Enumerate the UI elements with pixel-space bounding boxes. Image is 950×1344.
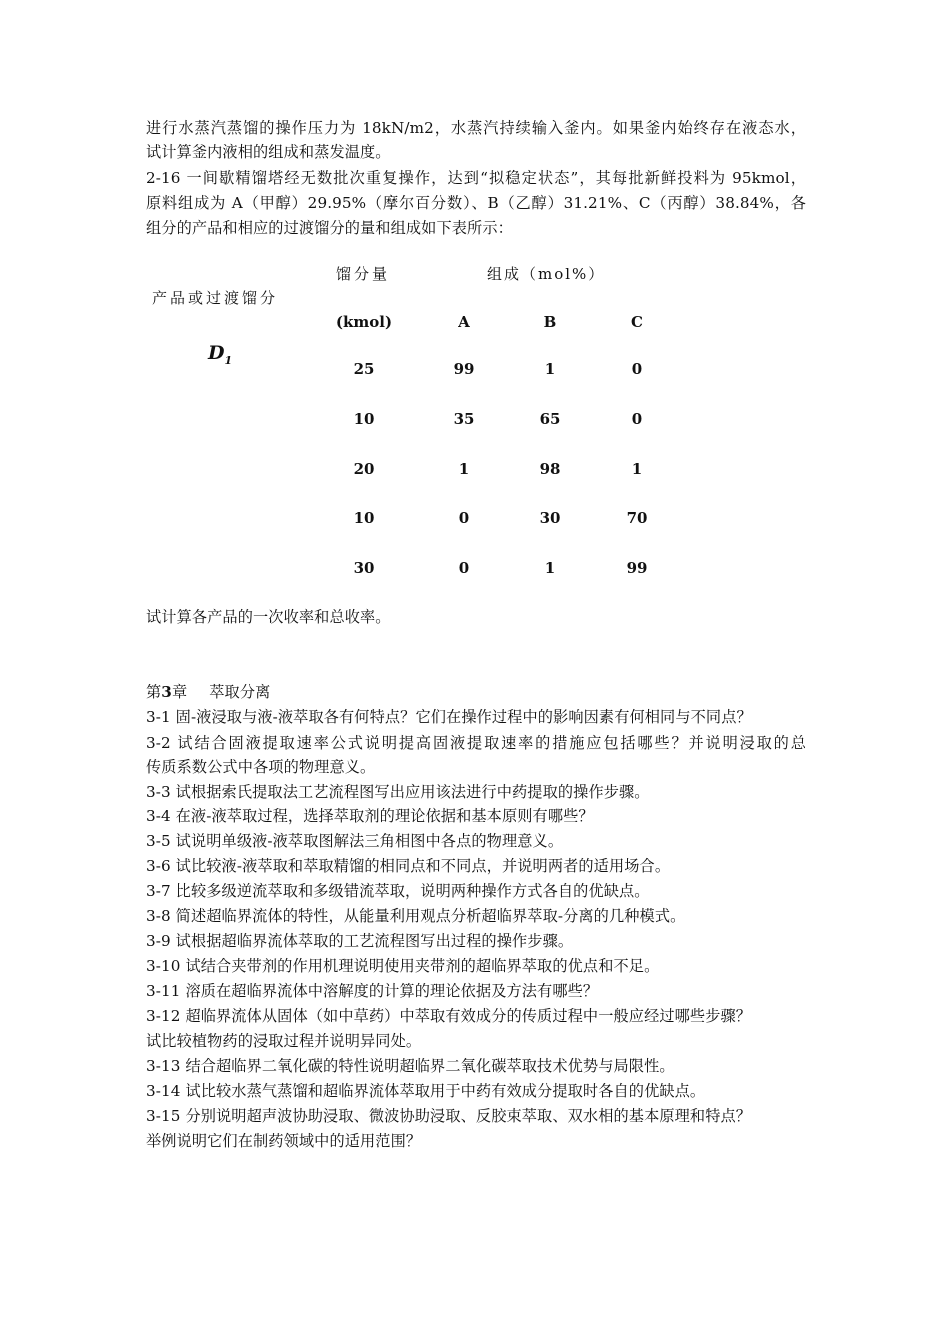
intro-line: 组分的产品和相应的过渡馏分的量和组成如下表所示： — [146, 219, 513, 237]
table-col-composition: 组成（mol%） — [487, 265, 606, 283]
question-line: 3-2 试结合固液提取速率公式说明提高固液提取速率的措施应包括哪些？并说明浸取的总 — [146, 734, 806, 752]
chapter-heading: 第3章 萃取分离 — [146, 683, 271, 701]
question-line: 3-7 比较多级逆流萃取和多级错流萃取，说明两种操作方式各自的优缺点。 — [146, 882, 650, 900]
question-line: 3-9 试根据超临界流体萃取的工艺流程图写出过程的操作步骤。 — [146, 932, 574, 950]
table-cell: 0 — [458, 559, 470, 577]
question-line: 3-1 固-液浸取与液-液萃取各有何特点？它们在操作过程中的影响因素有何相同与不同点？ — [146, 708, 752, 726]
table-cell: 0 — [631, 360, 643, 378]
table-cell: 99 — [626, 559, 648, 577]
table-cell: 1 — [631, 460, 643, 478]
question-line: 3-14 试比较水蒸气蒸馏和超临界流体萃取用于中药有效成分提取时各自的优缺点。 — [146, 1082, 706, 1100]
question-line: 举例说明它们在制药领域中的适用范围？ — [146, 1132, 422, 1150]
question-line: 3-11 溶质在超临界流体中溶解度的计算的理论依据及方法有哪些？ — [146, 982, 599, 1000]
table-cell: 98 — [539, 460, 561, 478]
table-col-b: B — [543, 313, 557, 331]
question-line: 3-15 分别说明超声波协助浸取、微波协助浸取、反胶束萃取、双水相的基本原理和特点？ — [146, 1107, 752, 1125]
table-cell: 70 — [626, 509, 648, 527]
question-line: 3-12 超临界流体从固体（如中草药）中萃取有效成分的传质过程中一般应经过哪些步骤？ — [146, 1007, 752, 1025]
intro-line: 2-16 一间歇精馏塔经无数批次重复操作，达到“拟稳定状态”，其每批新鲜投料为 95kmol， — [146, 169, 806, 187]
table-col-c: C — [631, 313, 643, 331]
question-line: 3-4 在液-液萃取过程，选择萃取剂的理论依据和基本原则有哪些？ — [146, 807, 594, 825]
table-cell: 0 — [631, 410, 643, 428]
question-line: 3-10 试结合夹带剂的作用机理说明使用夹带剂的超临界萃取的优点和不足。 — [146, 957, 660, 975]
question-line: 传质系数公式中各项的物理意义。 — [146, 758, 376, 776]
table-cell: 30 — [539, 509, 561, 527]
table-cell: 10 — [353, 509, 375, 527]
table-col-a: A — [458, 313, 470, 331]
intro-line: 进行水蒸汽蒸馏的操作压力为 18kN/m2，水蒸汽持续输入釜内。如果釜内始终存在液态水， — [146, 119, 806, 137]
question-line: 3-5 试说明单级液-液萃取图解法三角相图中各点的物理意义。 — [146, 832, 564, 850]
table-col-amount: 馏分量 — [336, 265, 391, 283]
table-cell: 1 — [458, 460, 470, 478]
question-line: 3-13 结合超临界二氧化碳的特性说明超临界二氧化碳萃取技术优势与局限性。 — [146, 1057, 675, 1075]
intro-line: 试计算釜内液相的组成和蒸发温度。 — [146, 143, 391, 161]
table-cell: 10 — [353, 410, 375, 428]
question-line: 3-3 试根据索氏提取法工艺流程图写出应用该法进行中药提取的操作步骤。 — [146, 783, 650, 801]
table-cell: 1 — [544, 559, 556, 577]
question-line: 3-6 试比较液-液萃取和萃取精馏的相同点和不同点，并说明两者的适用场合。 — [146, 857, 671, 875]
table-cell: 35 — [453, 410, 475, 428]
product-symbol: $D_1$ — [208, 342, 233, 367]
table-cell: 0 — [458, 509, 470, 527]
after-table-text: 试计算各产品的一次收率和总收率。 — [146, 608, 391, 626]
table-col-amount-unit: (kmol) — [335, 313, 393, 331]
table-cell: 99 — [453, 360, 475, 378]
table-cell: 20 — [353, 460, 375, 478]
table-cell: 1 — [544, 360, 556, 378]
question-line: 3-8 简述超临界流体的特性，从能量利用观点分析超临界萃取-分离的几种模式。 — [146, 907, 686, 925]
table-cell: 30 — [353, 559, 375, 577]
intro-line: 原料组成为 A（甲醇）29.95%（摩尔百分数）、B（乙醇）31.21%、C（丙醇）38.84%，各 — [146, 194, 806, 212]
table-cell: 25 — [353, 360, 375, 378]
table-cell: 65 — [539, 410, 561, 428]
table-row-header: 产品或过渡馏分 — [152, 289, 279, 307]
question-line: 试比较植物药的浸取过程并说明异同处。 — [146, 1032, 422, 1050]
